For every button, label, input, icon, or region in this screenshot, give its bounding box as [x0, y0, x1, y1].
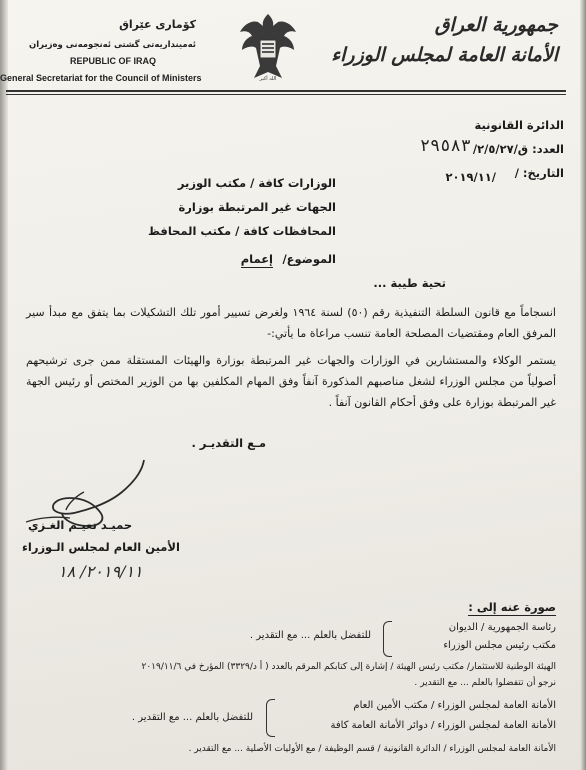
greeting: تحية طيبة ... — [373, 276, 446, 290]
header-rule — [6, 90, 566, 92]
header-kurdish-title: کۆماری عێراق — [119, 18, 196, 31]
emblem-label: الله أكبر — [259, 76, 277, 82]
date-value: ٢٠١٩/١١/ — [445, 170, 496, 184]
body-paragraph-1: انسجاماً مع قانون السلطة التنفيذية رقم (٥٠) لسنة ١٩٦٤ ولغرض تسيير أمور تلك التشكيلات بما يتفق مع مبدأ سير المرفق العام ومقتضيات المصلحة العامة تنسب مراعاة ما يأتي:- — [26, 306, 556, 340]
header-kurdish-subtitle: ئەمینداریەتی گشتی ئەنجومەنی وەزیران — [29, 40, 196, 50]
copies-item-1: رئاسة الجمهورية / الديوان — [448, 622, 556, 633]
eagle-emblem-icon — [238, 10, 298, 82]
signatory-title: الأمين العام لمجلس الـوزراء — [22, 540, 180, 554]
header-english-country: REPUBLIC OF IRAQ — [70, 56, 157, 66]
body-paragraph-2: يستمر الوكلاء والمستشارين في الوزارات والجهات غير المرتبطة بوزارة والهيئات المستقلة ممن جرى ترشيحهم أصولياً من مجلس الوزراء لشغل مناصبهم المذكورة آنفاً وفق المهام المكلفين بها من الوزير المختص أو رئيس الجهة غير المرتبطة بوزارة على وفق أحكام القانون آنفاً . — [26, 354, 556, 409]
copies-group2-note: للتفضل بالعلم ... مع التقدير . — [131, 712, 253, 723]
date-label: التاريخ: / — [514, 166, 564, 180]
number-value: ٢٩٥٨٣ — [419, 136, 471, 156]
department-label: الدائرة القانونية — [474, 118, 564, 132]
subject-value: إعمام — [240, 252, 273, 266]
subject-label: الموضوع/ — [282, 252, 336, 266]
copies-item-6: الأمانة العامة لمجلس الوزراء / الدائرة القانونية / قسم الوظيفة / مع الأوليات الأصلية ... مع التقدير . — [188, 744, 556, 754]
copies-bracket-1 — [383, 621, 392, 657]
copies-group1-note: للتفضل بالعلم ... مع التقدير . — [249, 630, 371, 641]
addressee-1: الوزارات كافة / مكتب الوزير — [177, 176, 336, 190]
copies-item-3: الهيئة الوطنية للاستثمار/ مكتب رئيس الهيئة / إشارة إلى كتابكم المرقم بالعدد ( أ د/٣٣٢٩) المؤرخ في ٢٠١٩/١١/٦ — [141, 662, 556, 672]
closing: مـع التقديـر . — [191, 436, 266, 450]
copies-item-5: الأمانة العامة لمجلس الوزراء / دوائر الأمانة العامة كافة — [330, 720, 556, 731]
header-arabic-country: جمهورية العراق — [434, 14, 558, 36]
copies-heading: صورة عنه إلى : — [468, 600, 556, 614]
page-shadow-right — [580, 0, 586, 770]
page-shadow-left — [0, 0, 8, 770]
signatory-name: حميـد نعيـم الغـزي — [28, 518, 133, 532]
header-arabic-institution: الأمانة العامة لمجلس الوزراء — [331, 44, 558, 66]
number-label: العدد: ق/٢/٥/٢٧/ — [472, 142, 564, 156]
signature-date: ٢٠١٩/١١/ ١٨ — [58, 562, 143, 581]
copies-item-2: مكتب رئيس مجلس الوزراء — [443, 640, 556, 651]
copies-item-4: الأمانة العامة لمجلس الوزراء / مكتب الأمين العام — [353, 700, 556, 711]
copies-bracket-2 — [266, 699, 275, 737]
header-english-institution: General Secretariat for the Council of Ministers — [0, 73, 202, 83]
addressee-3: المحافظات كافة / مكتب المحافظ — [147, 224, 336, 238]
header-rule-thin — [6, 94, 566, 95]
addressee-2: الجهات غير المرتبطة بوزارة — [178, 200, 336, 214]
copies-item-3-note: نرجو أن تتفضلوا بالعلم ... مع التقدير . — [414, 678, 556, 688]
